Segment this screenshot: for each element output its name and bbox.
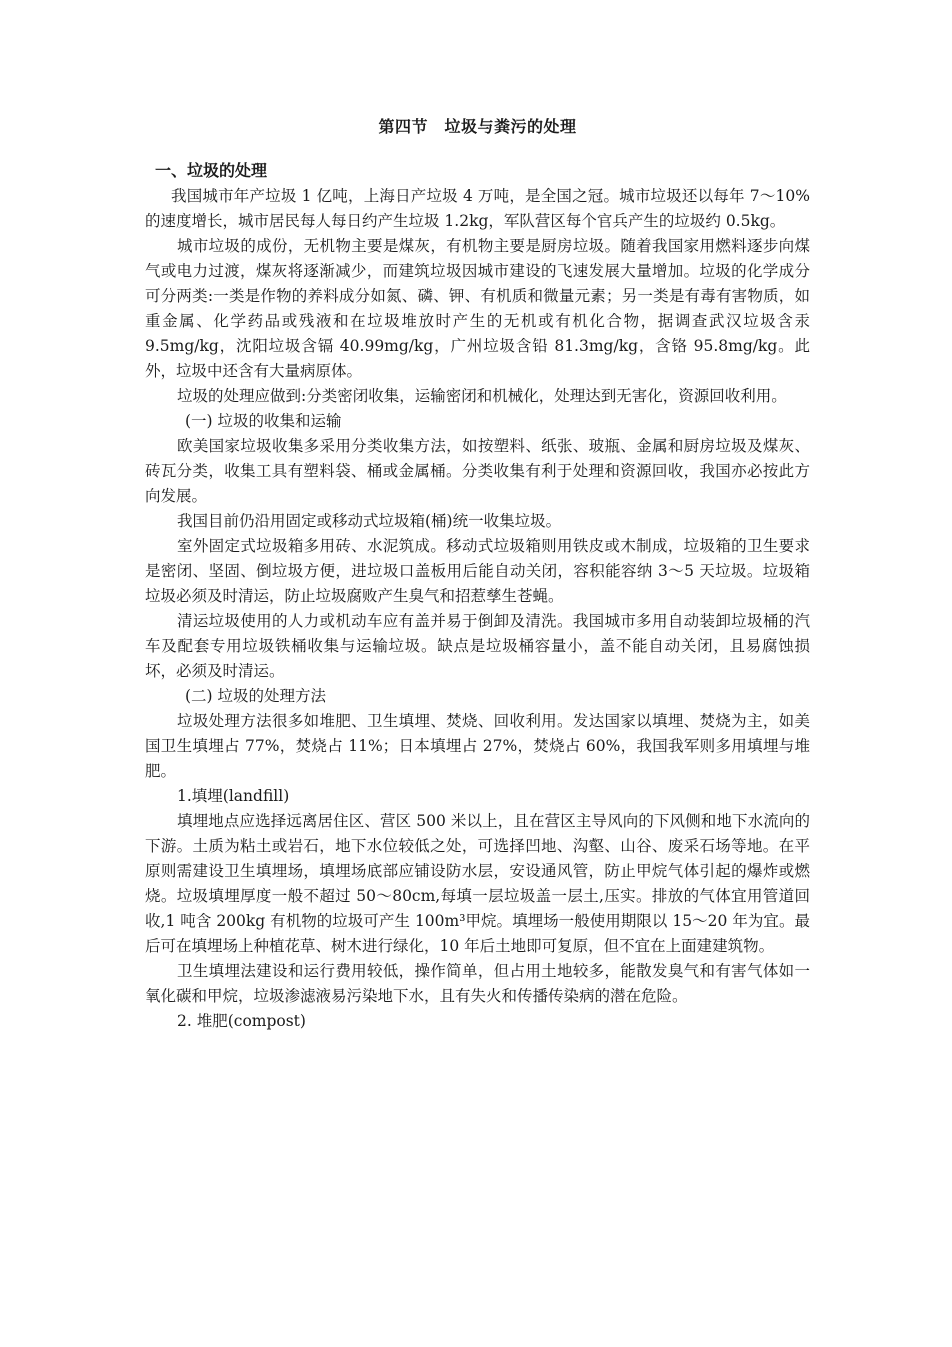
subheading-collection: (一) 垃圾的收集和运输 xyxy=(185,412,342,430)
paragraph: 卫生填埋法建设和运行费用较低，操作简单，但占用土地较多，能散发臭气和有害气体如一氧化碳和甲烷，垃圾渗滤液易污染地下水，且有失火和传播传染病的潜在危险。 xyxy=(145,962,810,1005)
section-title: 第四节 垃圾与粪污的处理 xyxy=(378,117,577,136)
paragraph: 垃圾处理方法很多如堆肥、卫生填埋、焚烧、回收利用。发达国家以填埋、焚烧为主，如美国卫生填埋占 77%，焚烧占 11%；日本填埋占 27%，焚烧占 60%，我国我军则多用填埋与堆肥。 xyxy=(145,712,810,780)
document-page xyxy=(145,112,810,1034)
heading-garbage-treatment: 一、垃圾的处理 xyxy=(155,161,268,180)
item-compost: 2. 堆肥(compost) xyxy=(177,1012,306,1030)
paragraph: 我国城市年产垃圾 1 亿吨，上海日产垃圾 4 万吨，是全国之冠。城市垃圾还以每年 7～10%的速度增长，城市居民每人每日约产生垃圾 1.2kg，军队营区每个官兵产生的垃圾约 0.5kg。 xyxy=(145,187,810,230)
paragraph: 垃圾的处理应做到:分类密闭收集，运输密闭和机械化，处理达到无害化，资源回收利用。 xyxy=(177,387,787,405)
paragraph: 室外固定式垃圾箱多用砖、水泥筑成。移动式垃圾箱则用铁皮或木制成，垃圾箱的卫生要求是密闭、坚固、倒垃圾方便，进垃圾口盖板用后能自动关闭，容积能容纳 3～5 天垃圾。垃圾箱垃圾必须及时清运，防止垃圾腐败产生臭气和招惹孳生苍蝇。 xyxy=(145,537,810,605)
paragraph: 清运垃圾使用的人力或机动车应有盖并易于倒卸及清洗。我国城市多用自动装卸垃圾桶的汽车及配套专用垃圾铁桶收集与运输垃圾。缺点是垃圾桶容量小，盖不能自动关闭，且易腐蚀损坏，必须及时清运。 xyxy=(145,612,810,680)
item-landfill: 1.填埋(landfill) xyxy=(177,787,290,805)
paragraph: 我国目前仍沿用固定或移动式垃圾箱(桶)统一收集垃圾。 xyxy=(177,512,562,530)
paragraph: 城市垃圾的成份，无机物主要是煤灰，有机物主要是厨房垃圾。随着我国家用燃料逐步向煤气或电力过渡，煤灰将逐渐减少，而建筑垃圾因城市建设的飞速发展大量增加。垃圾的化学成分可分两类:一类是作物的养料成分如氮、磷、钾、有机质和微量元素；另一类是有毒有害物质，如重金属、化学药品或残液和在垃圾堆放时产生的无机或有机化合物，据调查武汉垃圾含汞 9.5mg/kg，沈阳垃圾含镉 40.99mg/kg，广州垃圾含铅 81.3mg/kg，含铬 95.8mg/kg。此外，垃圾中还含有大量病原体。 xyxy=(145,237,810,380)
paragraph: 欧美国家垃圾收集多采用分类收集方法，如按塑料、纸张、玻瓶、金属和厨房垃圾及煤灰、砖瓦分类，收集工具有塑料袋、桶或金属桶。分类收集有利于处理和资源回收，我国亦必按此方向发展。 xyxy=(145,437,810,505)
paragraph: 填埋地点应选择远离居住区、营区 500 米以上，且在营区主导风向的下风侧和地下水流向的下游。土质为粘土或岩石，地下水位较低之处，可选择凹地、沟壑、山谷、废采石场等地。在平原则需建设卫生填埋场，填埋场底部应铺设防水层，安设通风管，防止甲烷气体引起的爆炸或燃烧。垃圾填埋厚度一般不超过 50～80cm,每填一层垃圾盖一层土,压实。排放的气体宜用管道回收,1 吨含 200kg 有机物的垃圾可产生 100m³甲烷。填埋场一般使用期限以 15～20 年为宜。最后可在填埋场上种植花草、树木进行绿化，10 年后土地即可复原，但不宜在上面建建筑物。 xyxy=(145,812,810,955)
subheading-methods: (二) 垃圾的处理方法 xyxy=(185,687,327,705)
